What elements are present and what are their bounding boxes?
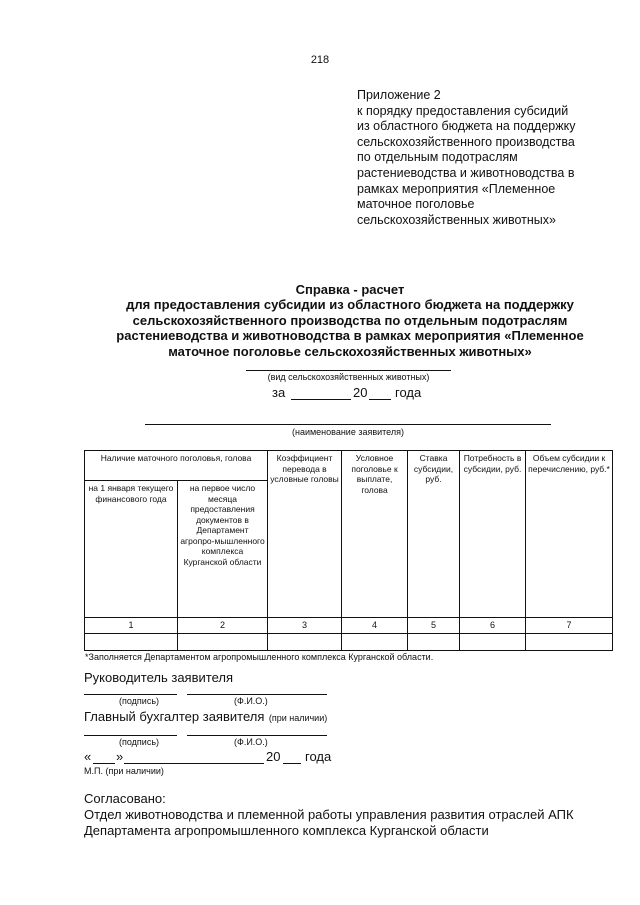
animal-type-caption: (вид сельскохозяйственных животных) [267,372,430,382]
head-title: Руководитель заявителя [84,670,233,685]
table-cell[interactable] [342,634,408,651]
date-suffix: года [305,749,332,764]
column-number: 7 [526,618,613,634]
accountant-note: (при наличии) [268,713,328,723]
title-line: для предоставления субсидии из областного бюджета на поддержку [126,297,574,313]
date-century: 20 [266,749,281,764]
applicant-caption: (наименование заявителя) [291,427,405,437]
appendix-line: из областного бюджета на поддержку [357,119,576,134]
date-year-line[interactable] [283,763,301,764]
applicant-line[interactable] [145,424,551,425]
appendix-line: по отдельным подотраслям [357,150,518,165]
footnote: *Заполняется Департаментом агропромышленного комплекса Курганской области. [85,652,434,662]
year-prefix: за [272,385,286,400]
header-subsidy-rate: Ставка субсидии, руб. [408,451,460,618]
appendix-line: к порядку предоставления субсидий [357,103,569,118]
calculation-table [84,450,613,651]
accountant-name-line[interactable] [187,735,327,736]
head-name-caption: (Ф.И.О.) [234,696,268,706]
appendix-line: рамках мероприятия «Племенное [357,181,556,196]
table-cell[interactable] [178,634,268,651]
header-subsidy-volume: Объем субсидии к перечислению, руб.* [526,451,613,618]
appendix-line: маточное поголовье [357,197,475,212]
agreed-label: Согласовано: [84,791,166,806]
appendix-block [357,88,627,228]
table-cell[interactable] [85,634,178,651]
column-number: 5 [408,618,460,634]
year-day-line[interactable] [291,399,351,400]
year-century: 20 [353,385,368,400]
table-cell[interactable] [268,634,342,651]
agreed-line: Департамента агропромышленного комплекса Курганской области [84,823,489,838]
date-month-line[interactable] [124,763,264,764]
accountant-signature-line[interactable] [84,735,177,736]
year-digits-line[interactable] [369,399,391,400]
column-number: 2 [178,618,268,634]
table-cell[interactable] [460,634,526,651]
agreed-block [84,791,574,839]
appendix-line: растениеводства и животноводства в [357,165,575,180]
date-open-quote: « [84,749,92,764]
header-conversion-coefficient: Коэффициент перевода в условные головы [268,451,342,618]
animal-type-line[interactable] [246,370,451,371]
agreed-line: Отдел животноводства и племенной работы управления развития отраслей АПК [84,807,574,822]
header-conditional-livestock: Условное поголовье к выплате, голова [342,451,408,618]
column-number: 1 [85,618,178,634]
title-line: маточное поголовье сельскохозяйственных животных» [168,343,532,359]
accountant-row [84,708,327,726]
appendix-line: сельскохозяйственного производства [357,134,575,149]
date-close-quote: » [116,749,124,764]
stamp-note: М.П. (при наличии) [84,766,164,776]
year-suffix: года [395,385,422,400]
header-jan-first: на 1 января текущего финансового года [85,481,178,618]
header-subsidy-need: Потребность в субсидии, руб. [460,451,526,618]
accountant-title: Главный бухгалтер заявителя [84,709,265,724]
title-line: растениеводства и животноводства в рамках мероприятия «Племенное [116,328,584,344]
table-cell[interactable] [526,634,613,651]
column-number: 6 [460,618,526,634]
appendix-heading: Приложение 2 [357,88,441,102]
document-title [70,282,630,359]
column-number: 3 [268,618,342,634]
title-heading: Справка - расчет [295,282,405,297]
title-line: сельскохозяйственного производства по отдельным подотраслям [132,312,568,328]
head-name-line[interactable] [187,694,327,695]
head-signature-line[interactable] [84,694,177,695]
page-number: 218 [310,54,330,66]
appendix-line: сельскохозяйственных животных» [357,212,556,227]
column-number: 4 [342,618,408,634]
head-sign-caption: (подпись) [119,696,160,706]
table-cell[interactable] [408,634,460,651]
accountant-name-caption: (Ф.И.О.) [234,737,268,747]
header-submission-month: на первое число месяца предоставления документов в Департамент агропро-мышленного комплекса Курганской области [178,481,268,618]
header-livestock-group: Наличие маточного поголовья, голова [85,451,268,481]
date-day-line[interactable] [93,763,115,764]
accountant-sign-caption: (подпись) [119,737,160,747]
